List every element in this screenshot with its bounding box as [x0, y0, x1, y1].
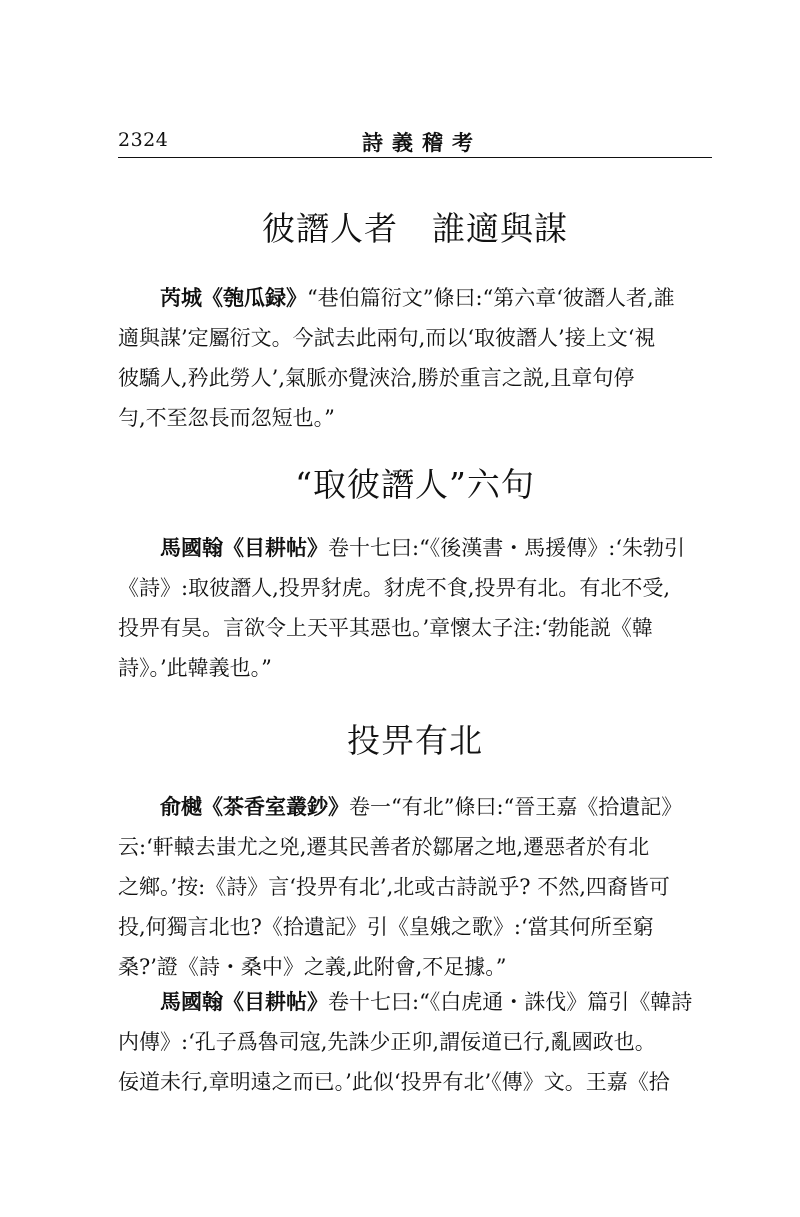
- section-title: 彼譖人者 誰適與謀: [262, 209, 568, 248]
- text-line: 詩》。’此韓義也。”: [118, 656, 272, 680]
- paragraph: [118, 278, 712, 438]
- page-header: [118, 125, 712, 157]
- section-title: “取彼譖人”六句: [295, 465, 535, 504]
- text-line: 佞道未行,章明遠之而已。’此似‘投畀有北’《傳》文。王嘉《拾: [118, 1070, 670, 1094]
- text-line: 投,何獨言北也?《拾遺記》引《皇娥之歌》:‘當其何所至窮: [118, 915, 654, 939]
- paragraph: [118, 787, 712, 987]
- paragraph: [118, 528, 712, 688]
- text-line: 云:‘軒轅去蚩尤之兇,遷其民善者於鄒屠之地,遷惡者於有北: [118, 835, 650, 859]
- text-line: 馬國翰《目耕帖》卷十七曰:“《白虎通・誅伐》篇引《韓詩: [160, 989, 693, 1014]
- text-line: 適與謀’定屬衍文。今試去此兩句,而以‘取彼譖人’接上文‘視: [118, 326, 656, 350]
- text-line: 《詩》:取彼譖人,投畀豺虎。豺虎不食,投畀有北。有北不受,: [118, 576, 671, 600]
- text-line: 芮城《匏瓜録》“巷伯篇衍文”條曰:“第六章‘彼譖人者,誰: [160, 285, 675, 310]
- paragraph: [118, 982, 712, 1102]
- text-line: 勻,不至忽長而忽短也。”: [118, 406, 335, 430]
- text-line: 馬國翰《目耕帖》卷十七曰:“《後漢書・馬援傳》:‘朱勃引: [160, 535, 686, 560]
- source-citation: 馬國翰《目耕帖》: [160, 535, 328, 560]
- source-citation: 俞樾《茶香室叢鈔》: [160, 794, 349, 819]
- source-citation: 馬國翰《目耕帖》: [160, 989, 328, 1014]
- page-number: 2324: [118, 129, 169, 151]
- running-title: 詩義稽考: [362, 130, 482, 155]
- text-line: 之鄉。’按:《詩》言‘投畀有北’,北或古詩説乎? 不然,四裔皆可: [118, 875, 670, 899]
- header-rule: [118, 157, 712, 158]
- text-line: 投畀有昊。言欲令上天平其惡也。’章懷太子注:‘勃能説《韓: [118, 616, 653, 640]
- text-line: 内傳》:‘孔子爲魯司寇,先誅少正卯,謂佞道已行,亂國政也。: [118, 1030, 656, 1054]
- text-line: 彼驕人,矜此勞人’,氣脈亦覺浹洽,勝於重言之説,且章句停: [118, 366, 635, 390]
- text-line: 桑?’證《詩・桑中》之義,此附會,不足據。”: [118, 955, 507, 979]
- text-line: 俞樾《茶香室叢鈔》卷一“有北”條曰:“晉王嘉《拾遺記》: [160, 794, 683, 819]
- source-citation: 芮城《匏瓜録》: [160, 285, 307, 310]
- section-title: 投畀有北: [347, 721, 483, 760]
